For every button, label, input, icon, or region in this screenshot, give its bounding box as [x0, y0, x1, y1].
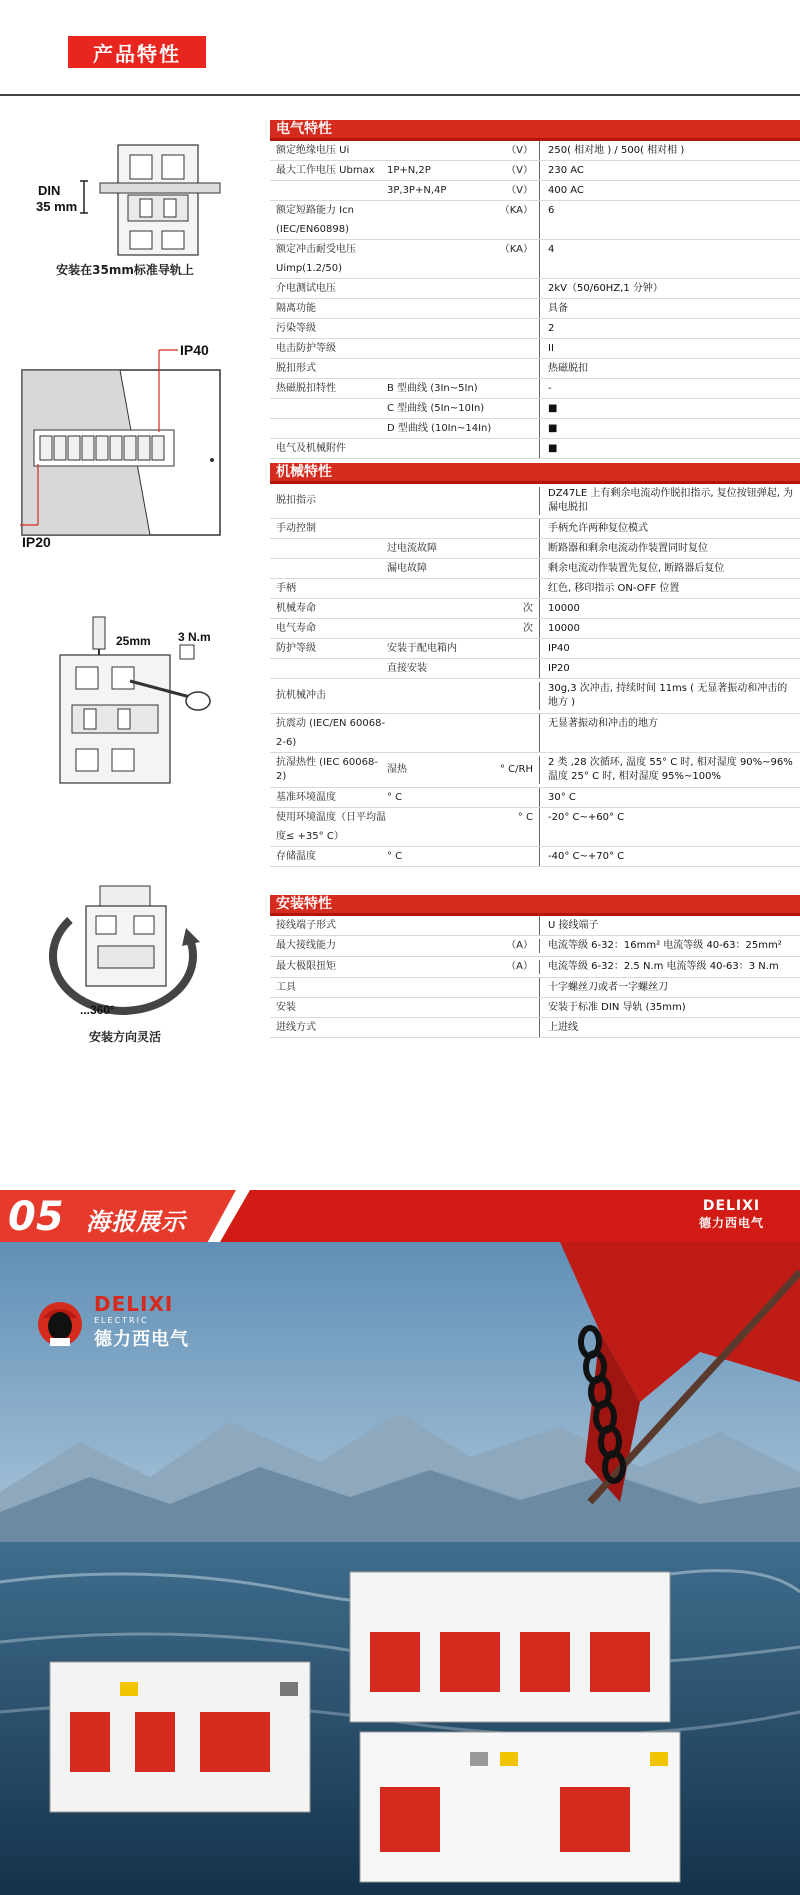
din-label: DIN: [38, 183, 61, 198]
spec-value: 6: [548, 205, 555, 216]
spec-label: 脱扣形式: [276, 363, 316, 374]
spec-value: 30° C: [548, 792, 576, 803]
spec-sub-label: [387, 998, 497, 1017]
spec-row: [270, 599, 800, 619]
spec-label-cell: [270, 279, 540, 298]
spec-value: 400 AC: [548, 185, 584, 196]
spec-unit: [497, 579, 539, 598]
spec-row: [270, 161, 800, 181]
spec-label-cell: [270, 299, 540, 318]
breaker-on-rail-drawing: [0, 135, 250, 265]
spec-sub-label: 直接安装: [387, 663, 427, 674]
spec-row: [270, 484, 800, 519]
mechanical-section: [270, 463, 800, 867]
spec-row: [270, 1018, 800, 1038]
spec-sub-label: [387, 339, 497, 358]
spec-label-cell: [270, 319, 540, 338]
rotation-caption: 安装方向灵活: [88, 1030, 161, 1044]
spec-row: [270, 808, 800, 847]
spec-sub-label: D 型曲线 (10In~14In): [387, 423, 492, 434]
spec-row: [270, 201, 800, 240]
spec-value: 上进线: [548, 1022, 578, 1033]
spec-row: [270, 141, 800, 161]
spec-row: [270, 519, 800, 539]
spec-label: 电气寿命: [276, 623, 316, 634]
spec-label: [270, 181, 387, 200]
spec-label-cell: [270, 201, 540, 239]
spec-label: 额定冲击耐受电压 Uimp(1.2/50): [276, 244, 356, 274]
spec-value: 十字螺丝刀或者一字螺丝刀: [548, 982, 668, 993]
spec-label: 抗湿热性 (IEC 60068-2): [276, 757, 378, 782]
spec-label: 额定短路能力 Icn (IEC/EN60898): [276, 205, 354, 235]
spec-value: DZ47LE 上有剩余电流动作脱扣指示, 复位按钮弹起, 为漏电脱扣: [548, 488, 794, 513]
spec-unit: 次: [523, 623, 533, 634]
spec-label: 工具: [276, 982, 296, 993]
spec-value: ■: [548, 403, 558, 414]
spec-value: 4: [548, 244, 555, 255]
installation-rows: [270, 916, 800, 1038]
spec-unit: ° C/RH: [500, 764, 533, 775]
spec-value: -20° C~+60° C: [548, 812, 625, 823]
spec-unit: [497, 1018, 539, 1037]
page-header: [0, 0, 800, 96]
spec-sub-label: 3P,3P+N,4P: [387, 185, 447, 196]
spec-sub-label: C 型曲线 (5In~10In): [387, 403, 485, 414]
electrical-section: [270, 120, 800, 459]
spec-value: 2: [548, 323, 555, 334]
spec-label: 热磁脱扣特性: [276, 383, 336, 394]
spec-sub-label: 安装于配电箱内: [387, 643, 457, 654]
spec-label: 使用环境温度（日平均温度≤ +35° C）: [276, 812, 386, 842]
spec-label-cell: [270, 379, 540, 398]
spec-unit: [497, 419, 539, 438]
spec-row: [270, 936, 800, 957]
spec-label: 电击防护等级: [276, 343, 336, 354]
spec-label-cell: [270, 916, 540, 935]
spec-sub-label: [387, 714, 497, 752]
spec-sub-label: ° C: [387, 792, 403, 803]
spec-value: 30g,3 次冲击, 持续时间 11ms ( 无显著振动和冲击的地方 ): [548, 683, 788, 708]
banner-title: 海报展示: [86, 1208, 186, 1236]
spec-value: U 接线端子: [548, 920, 599, 931]
spec-label-cell: [270, 847, 540, 866]
torque-illustration: [0, 615, 250, 795]
spec-unit: （V）: [506, 145, 533, 156]
mechanical-heading: 机械特性: [270, 463, 800, 481]
spec-unit: [497, 399, 539, 418]
product-group-top: [350, 1572, 670, 1722]
spec-value: 手柄允许两种复位模式: [548, 523, 648, 534]
spec-unit: 次: [523, 603, 533, 614]
spec-unit: [497, 539, 539, 558]
spec-label: [270, 659, 387, 678]
spec-value: IP20: [548, 663, 570, 674]
spec-unit: [497, 279, 539, 298]
spec-sub-label: [387, 619, 497, 638]
spec-sub-label: [387, 1018, 497, 1037]
spec-unit: [497, 359, 539, 378]
spec-label: 防护等级: [276, 643, 316, 654]
spec-label: [270, 559, 387, 578]
spec-label: 接线端子形式: [276, 920, 336, 931]
spec-label-cell: [270, 141, 540, 160]
poster-logo-en: DELIXI: [94, 1292, 174, 1316]
spec-label: 机械寿命: [276, 603, 316, 614]
spec-label: 额定绝缘电压 Ui: [276, 145, 350, 156]
spec-label-cell: [270, 682, 540, 710]
ip20-label: IP20: [22, 534, 51, 550]
spec-unit: [497, 299, 539, 318]
spec-unit: [497, 559, 539, 578]
spec-label-cell: [270, 359, 540, 378]
rotation-drawing: [0, 880, 250, 1020]
spec-unit: [497, 319, 539, 338]
spec-label-cell: [270, 599, 540, 618]
spec-label-cell: [270, 808, 540, 846]
spec-row: [270, 847, 800, 867]
spec-sub-label: 漏电故障: [387, 563, 427, 574]
spec-label: 最大工作电压 Ubmax: [276, 165, 375, 176]
spec-value: 电流等级 6-32：2.5 N.m 电流等级 40-63：3 N.m: [548, 961, 779, 972]
spec-label: 电气及机械附件: [276, 443, 346, 454]
spec-row: [270, 419, 800, 439]
spec-label-cell: [270, 181, 540, 200]
spec-label-cell: [270, 240, 540, 278]
spec-value: -40° C~+70° C: [548, 851, 625, 862]
spec-sub-label: 过电流故障: [387, 543, 437, 554]
spec-row: [270, 181, 800, 201]
spec-label: 安装: [276, 1002, 296, 1013]
spec-label-cell: [270, 339, 540, 358]
banner-number: 05: [8, 1194, 64, 1240]
spec-row: [270, 399, 800, 419]
ip-illustration: [0, 340, 250, 555]
spec-row: [270, 539, 800, 559]
spec-unit: ° C: [517, 812, 533, 823]
spec-unit: （A）: [506, 961, 533, 972]
spec-value: 2 类 ,28 次循环, 温度 55° C 时, 相对湿度 90%~96% 温度 25° C 时, 相对湿度 95%~100%: [548, 757, 793, 782]
spec-label-cell: [270, 439, 540, 458]
spec-label-cell: [270, 788, 540, 807]
spec-label: 介电测试电压: [276, 283, 336, 294]
page-title: 产品特性: [68, 36, 206, 68]
spec-label: [270, 399, 387, 418]
spec-row: [270, 439, 800, 459]
spec-row: [270, 359, 800, 379]
spec-sub-label: B 型曲线 (3In~5In): [387, 383, 478, 394]
spec-sub-label: [387, 299, 497, 318]
spec-label: 手动控制: [276, 523, 316, 534]
spec-label-cell: [270, 998, 540, 1017]
spec-row: [270, 240, 800, 279]
spec-row: [270, 639, 800, 659]
din-caption: 安装在35mm标准导轨上: [56, 263, 194, 277]
spec-value: 10000: [548, 623, 580, 634]
spec-value: 无显著振动和冲击的地方: [548, 718, 658, 729]
spec-value: 热磁脱扣: [548, 363, 588, 374]
spec-label-cell: [270, 659, 540, 678]
spec-value: 具备: [548, 303, 568, 314]
spec-label-cell: [270, 714, 540, 752]
spec-unit: [497, 659, 539, 678]
spec-label-cell: [270, 978, 540, 997]
spec-sub-label: [387, 519, 497, 538]
screwdriver-drawing: [0, 615, 250, 795]
spec-unit: [497, 998, 539, 1017]
spec-label-cell: [270, 639, 540, 658]
spec-label: 最大接线能力: [276, 940, 336, 951]
spec-unit: （V）: [506, 185, 533, 196]
spec-unit: [497, 439, 539, 458]
spec-row: [270, 978, 800, 998]
spec-row: [270, 957, 800, 978]
ip40-label: IP40: [180, 342, 209, 358]
spec-row: [270, 659, 800, 679]
poster-banner: [0, 1190, 800, 1242]
spec-unit: [497, 916, 539, 935]
spec-value: 红色, 移印指示 ON-OFF 位置: [548, 583, 680, 594]
banner-brand-en: DELIXI: [702, 1198, 761, 1214]
spec-row: [270, 339, 800, 359]
din-rail-illustration: [0, 135, 250, 285]
spec-row: [270, 619, 800, 639]
spec-label-cell: [270, 519, 540, 538]
spec-unit: （V）: [506, 165, 533, 176]
spec-unit: [497, 788, 539, 807]
installation-section: [270, 895, 800, 1038]
enclosure-drawing: [0, 340, 250, 555]
spec-sub-label: [387, 141, 497, 160]
spec-label: 隔离功能: [276, 303, 316, 314]
spec-value: 剩余电流动作装置先复位, 断路器后复位: [548, 563, 725, 574]
spec-value: ■: [548, 443, 558, 454]
spec-row: [270, 916, 800, 936]
spec-sub-label: [387, 240, 497, 278]
spec-sub-label: [387, 319, 497, 338]
rotation-illustration: [0, 880, 250, 1050]
spec-label-cell: [270, 619, 540, 638]
spec-sub-label: [387, 808, 497, 846]
spec-label-cell: [270, 559, 540, 578]
spec-value: 250( 相对地 ) / 500( 相对相 ): [548, 145, 685, 156]
spec-unit: [497, 714, 539, 752]
spec-sub-label: [387, 916, 497, 935]
spec-sub-label: 湿热: [387, 764, 407, 775]
electrical-rows: [270, 141, 800, 459]
spec-value: 安装于标准 DIN 导轨 (35mm): [548, 1002, 686, 1013]
banner-brand-cn: 德力西电气: [698, 1216, 764, 1230]
spec-label: [270, 539, 387, 558]
torque-label: 3 N.m: [178, 630, 211, 644]
spec-value: ■: [548, 423, 558, 434]
spec-sub-label: [387, 978, 497, 997]
spec-row: [270, 679, 800, 714]
spec-row: [270, 998, 800, 1018]
spec-sub-label: [387, 359, 497, 378]
spec-value: 2kV（50/60HZ,1 分钟）: [548, 283, 663, 294]
poster-logo: [32, 1292, 189, 1351]
spec-value: -: [548, 383, 552, 394]
spec-label-cell: [270, 939, 540, 953]
spec-value: 断路器和剩余电流动作装置同时复位: [548, 543, 708, 554]
spec-label: 进线方式: [276, 1022, 316, 1033]
length-label: 25mm: [116, 634, 151, 648]
helmet-man-logo-icon: [32, 1294, 88, 1350]
spec-label: 存储温度: [276, 851, 316, 862]
spec-label: 抗机械冲击: [276, 690, 326, 701]
spec-label: 最大极限扭矩: [276, 961, 336, 972]
spec-label-cell: [270, 756, 540, 784]
spec-sub-label: 1P+N,2P: [387, 165, 431, 176]
spec-label: 抗震动 (IEC/EN 60068-2-6): [276, 718, 386, 748]
installation-heading: 安装特性: [270, 895, 800, 913]
spec-sub-label: [387, 579, 497, 598]
spec-unit: [497, 379, 539, 398]
poster-image: [0, 1242, 800, 1895]
electrical-heading: 电气特性: [270, 120, 800, 138]
spec-label: 脱扣指示: [276, 495, 316, 506]
spec-label-cell: [270, 1018, 540, 1037]
spec-row: [270, 279, 800, 299]
spec-label-cell: [270, 539, 540, 558]
spec-value: 电流等级 6-32：16mm² 电流等级 40-63：25mm²: [548, 940, 782, 951]
spec-row: [270, 753, 800, 788]
spec-unit: （A）: [506, 940, 533, 951]
spec-row: [270, 299, 800, 319]
spec-unit: [497, 519, 539, 538]
poster-logo-text: [94, 1292, 189, 1351]
spec-label-cell: [270, 419, 540, 438]
spec-value: II: [548, 343, 554, 354]
spec-row: [270, 319, 800, 339]
din-size-label: 35 mm: [36, 199, 78, 214]
poster-logo-cn: 德力西电气: [94, 1329, 189, 1350]
spec-sub-label: [387, 279, 497, 298]
spec-label-cell: [270, 399, 540, 418]
spec-label: 手柄: [276, 583, 296, 594]
spec-row: [270, 788, 800, 808]
spec-label-cell: [270, 487, 540, 515]
mechanical-rows: [270, 484, 800, 867]
spec-sub-label: ° C: [387, 851, 403, 862]
spec-unit: [497, 978, 539, 997]
spec-label-cell: [270, 960, 540, 974]
product-group-left: [50, 1662, 310, 1812]
spec-sub-label: [387, 439, 497, 458]
spec-label-cell: [270, 161, 540, 180]
product-group-bottom: [360, 1732, 680, 1882]
spec-label: 污染等级: [276, 323, 316, 334]
spec-unit: [497, 639, 539, 658]
poster-logo-sub: ELECTRIC: [94, 1316, 149, 1325]
spec-value: 10000: [548, 603, 580, 614]
spec-value: 230 AC: [548, 165, 584, 176]
spec-value: IP40: [548, 643, 570, 654]
angle-label: ...360°: [80, 1003, 115, 1017]
spec-label: 基准环境温度: [276, 792, 336, 803]
spec-row: [270, 559, 800, 579]
spec-unit: [497, 847, 539, 866]
spec-row: [270, 379, 800, 399]
spec-unit: （KA）: [499, 244, 533, 255]
spec-sub-label: [387, 599, 497, 618]
spec-sub-label: [387, 201, 497, 239]
spec-label-cell: [270, 579, 540, 598]
spec-label: [270, 419, 387, 438]
spec-row: [270, 579, 800, 599]
spec-unit: [497, 339, 539, 358]
banner-brand: [699, 1198, 764, 1231]
spec-unit: （KA）: [499, 205, 533, 216]
spec-row: [270, 714, 800, 753]
